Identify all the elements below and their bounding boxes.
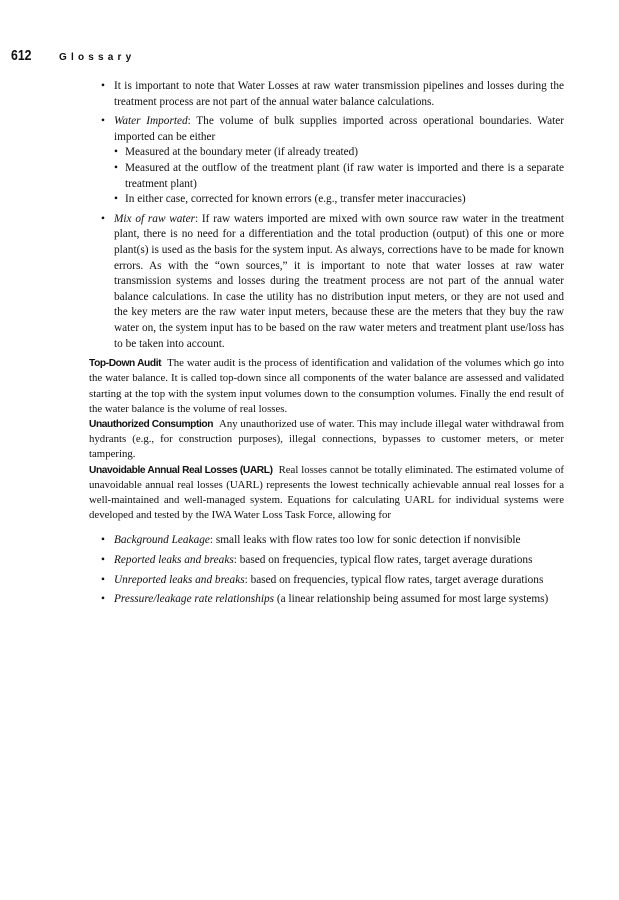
list-item-term: Mix of raw water	[114, 212, 195, 225]
list-item-term: Water Imported	[114, 115, 188, 128]
page-number: 612	[11, 47, 32, 64]
list-item-text: : based on frequencies, typical flow rates, target average durations	[244, 573, 544, 586]
list-item-term: Reported leaks and breaks	[114, 553, 234, 566]
bullet-list-water-imported	[114, 79, 564, 352]
list-item	[114, 212, 564, 352]
page-body	[89, 79, 564, 612]
list-item-term: Background Leakage	[114, 534, 210, 547]
glossary-definition: Real losses cannot be totally eliminated. The estimated volume of unavoidable annual real losses (UARL) represents the lowest technically achievable annual real losses for a well-maintained and well-managed system. Equations for calculating UARL for individual systems were developed and tested by the IWA Water Loss Task Force, allowing for	[89, 463, 564, 522]
sub-list-item: • Measured at the boundary meter (if already treated)	[125, 145, 564, 161]
sub-list-item: • Measured at the outflow of the treatment plant (if raw water is imported and there is a separate treatment plant)	[125, 161, 564, 192]
glossary-entry-top-down-audit	[89, 356, 564, 417]
list-item-text: : The volume of bulk supplies imported across operational boundaries. Water imported can be either	[114, 115, 565, 143]
glossary-entry-unauthorized-consumption	[89, 417, 564, 463]
list-item-term: Unreported leaks and breaks	[114, 573, 245, 586]
list-item-text: : small leaks with flow rates too low for sonic detection if nonvisible	[209, 534, 521, 547]
list-item-text: It is important to note that Water Losses at raw water transmission pipelines and losses during the treatment process are not part of the annual water balance calculations.	[114, 80, 564, 108]
sub-list	[125, 145, 564, 207]
list-item	[114, 533, 564, 549]
list-item	[114, 79, 564, 110]
list-item	[114, 573, 564, 589]
list-item	[114, 592, 564, 608]
list-item-term: Pressure/leakage rate relationships	[114, 593, 275, 606]
list-item-text: : If raw waters imported are mixed with own source raw water in the treatment plant, there is no need for a differentiation and the total production (output) of this one or more plant(s) is used as the basis for the system input. As always, corrections have to be made for known errors. As with the “own sources,” it is important to note that water losses at raw water transmission systems and losses during the treatment process are not part of the annual water balance calculations. In case the utility has no distribution input meters, or they are not used and the key meters are the raw water input meters, because these are the meters that they buy the raw water on, the system input has to be based on the raw water meters and treatment plant use/loss has to be taken into account.	[114, 212, 564, 350]
glossary-entry-uarl	[89, 463, 564, 524]
list-item	[114, 553, 564, 569]
list-item	[114, 114, 564, 208]
glossary-definition: Any unauthorized use of water. This may include illegal water withdrawal from hydrants (e.g., for construction purposes), illegal connections, bypasses to customer meters, or meter tampering.	[89, 417, 564, 461]
glossary-term: Unavoidable Annual Real Losses (UARL)	[89, 464, 273, 476]
glossary-term: Unauthorized Consumption	[89, 418, 214, 430]
list-item-text: : based on frequencies, typical flow rates, target average durations	[233, 553, 533, 566]
bullet-list-uarl-components	[114, 533, 564, 607]
glossary-definition: The water audit is the process of identification and validation of the volumes which go into the water balance. It is called top-down since all components of the water balance are assessed and validated starting at the top with the system input volumes down to the consumption volumes. Finally the end result of the water balance is the volume of real losses.	[89, 357, 564, 415]
glossary-term: Top-Down Audit	[89, 358, 162, 370]
running-head: Glossary	[59, 52, 136, 63]
sub-list-item: • In either case, corrected for known errors (e.g., transfer meter inaccuracies)	[125, 192, 564, 208]
page-header	[11, 47, 135, 64]
list-item-text: (a linear relationship being assumed for most large systems)	[274, 593, 549, 606]
